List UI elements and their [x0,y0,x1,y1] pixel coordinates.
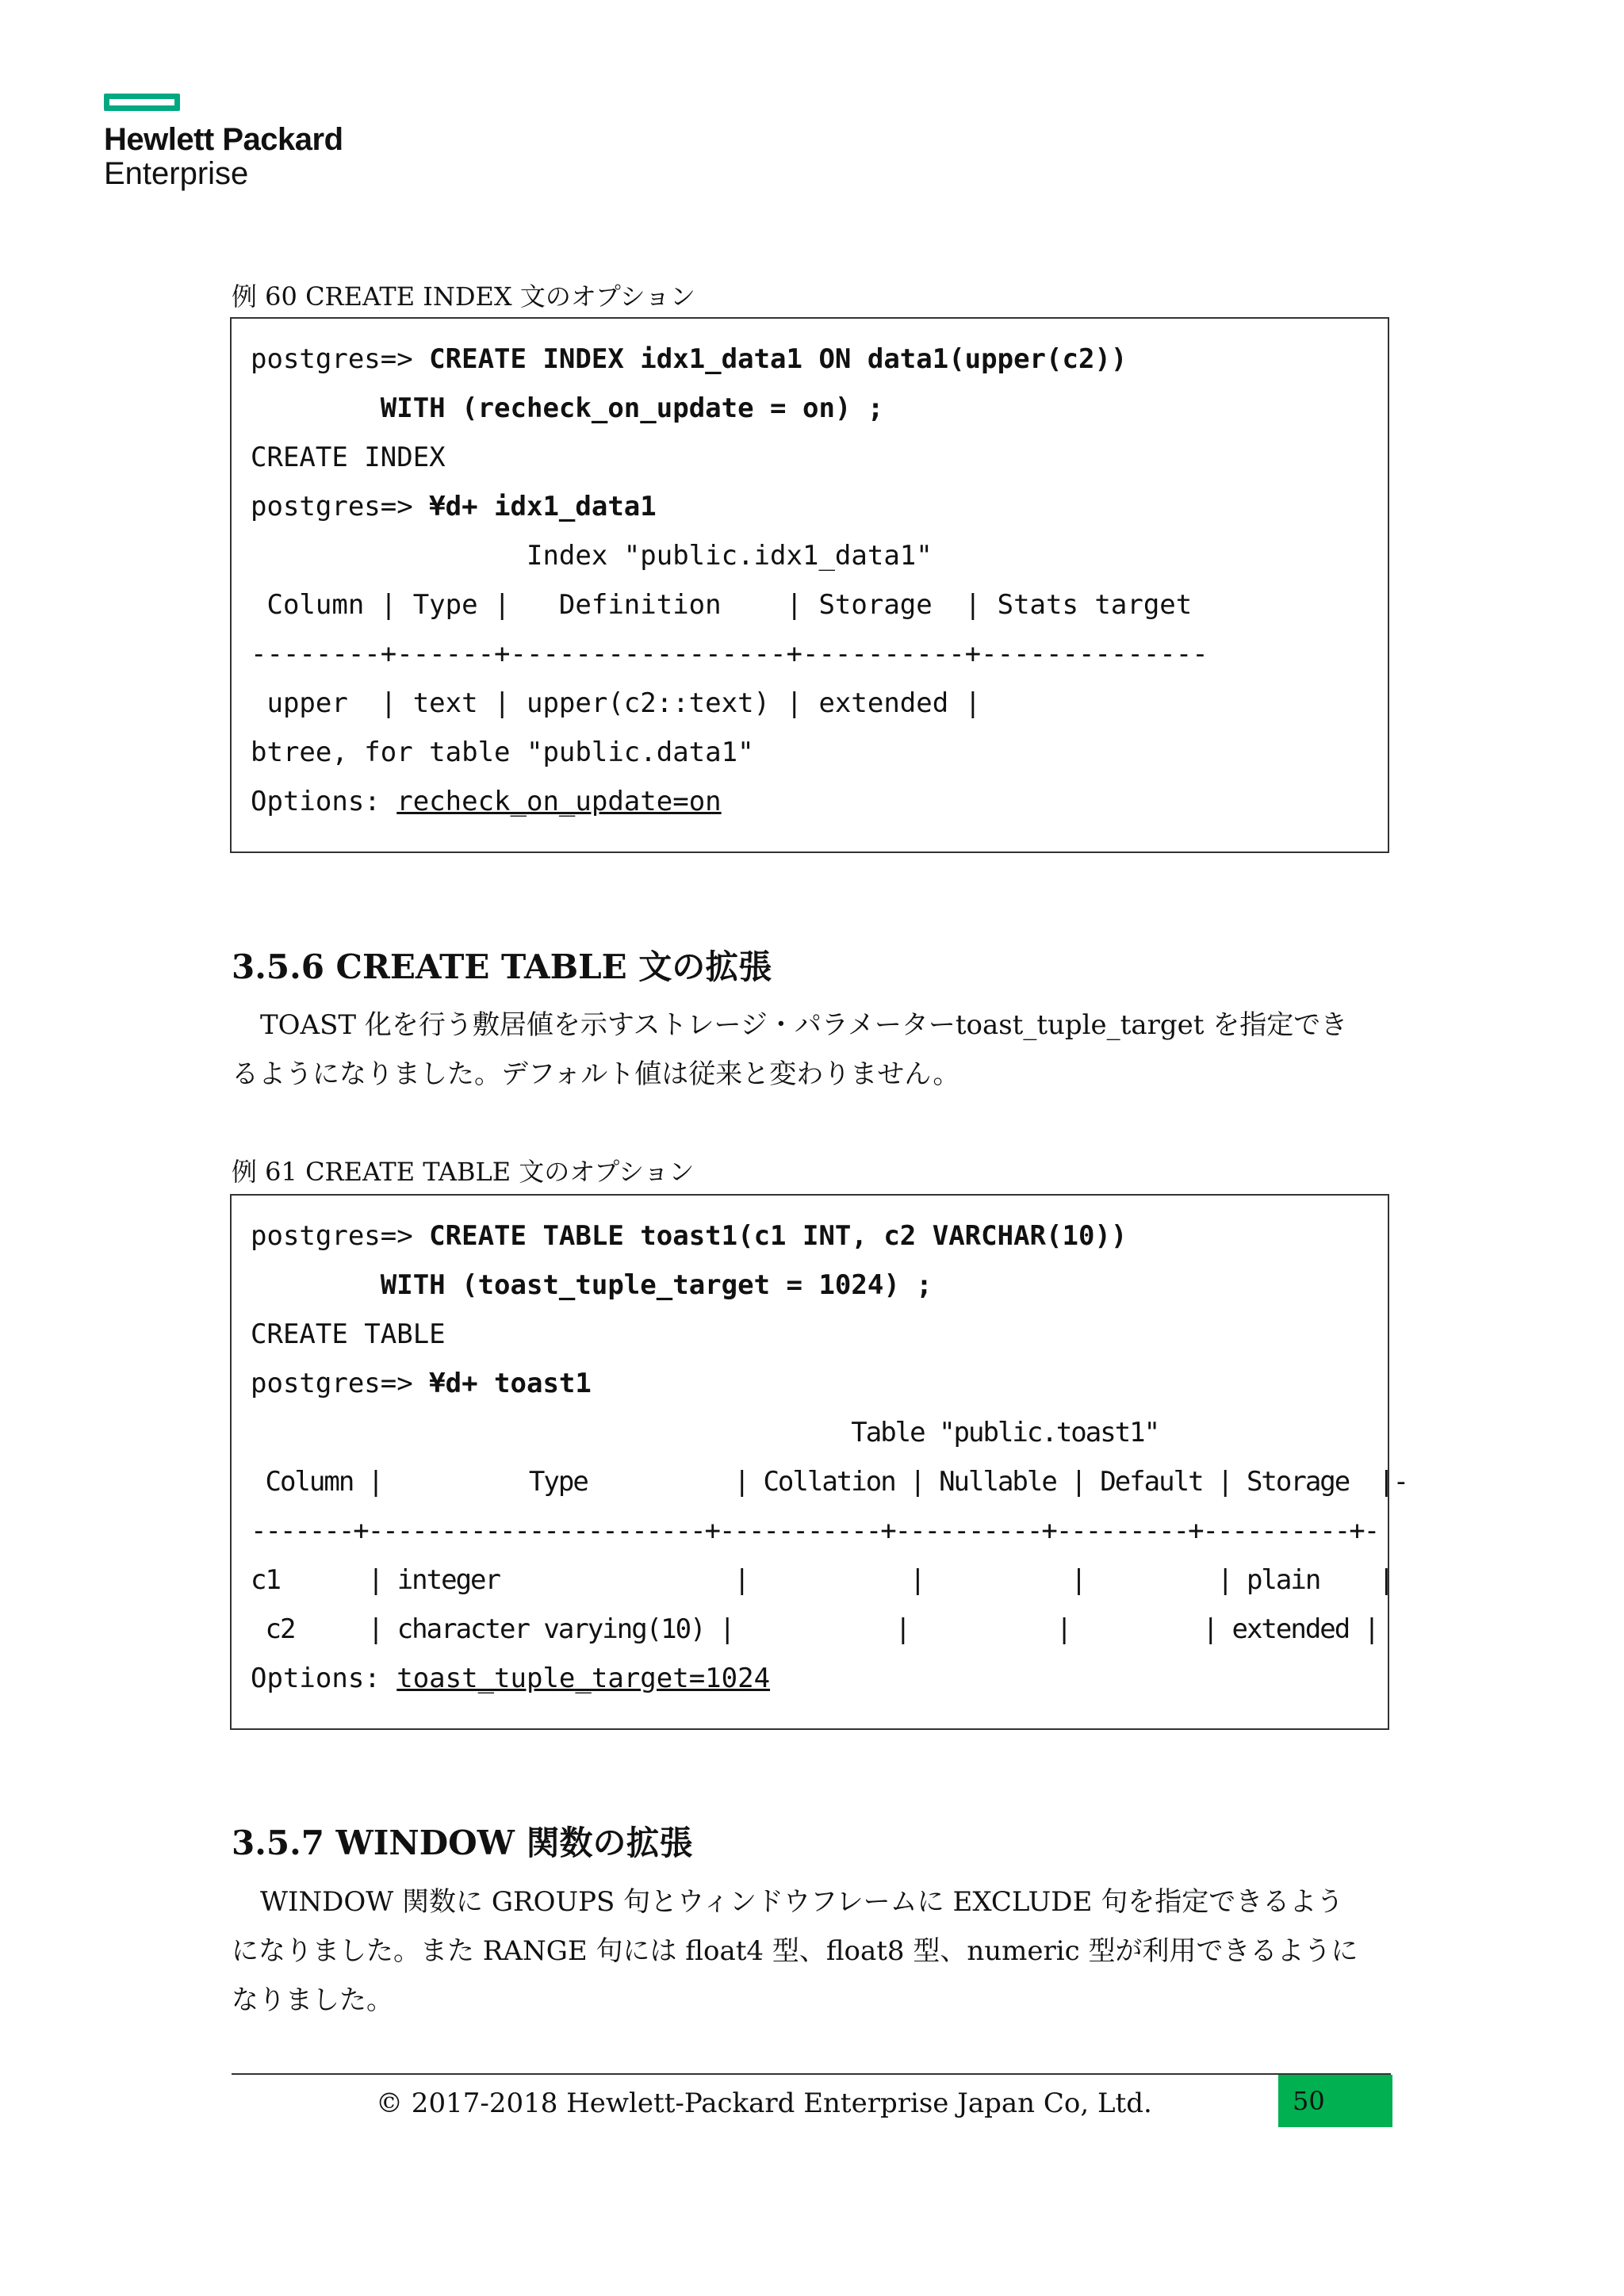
logo-line2: Enterprise [104,156,249,191]
code-line: -------+-----------------------+-----------+----------+---------+----------+- [251,1515,1379,1547]
code-line: --------+------+-----------------+----------+-------------- [251,638,1208,670]
footer-divider [232,2073,1391,2075]
code-line: upper | text | upper(c2::text) | extended | [251,687,982,719]
code-line: Index "public.idx1_data1" [251,540,933,572]
options-value: recheck_on_update=on [396,786,722,817]
code-line: Options: toast_tuple_target=1024 [251,1663,771,1694]
page-number: 50 [1293,2086,1325,2116]
hpe-logo [104,94,358,190]
code-line: CREATE INDEX [251,442,446,473]
code-line: Column | Type | Collation | Nullable | Default | Storage |- [251,1466,1408,1498]
code-line: WITH (recheck_on_update = on) ; [380,392,884,424]
code-line: Table "public.toast1" [251,1417,1159,1448]
code-line: c2 | character varying(10) | | | | extended | [251,1613,1379,1645]
code-line: btree, for table "public.data1" [251,737,754,768]
section-3-5-6-paragraph: TOAST 化を行う敷居値を示すストレージ・パラメーターtoast_tuple_target を指定でき るようになりました。デフォルト値は従来と変わりません。 [232,1009,1348,1090]
logo-line1: Hewlett Packard [104,122,343,157]
code-line: c1 | integer | | | | plain | [251,1564,1393,1596]
page-number-box [1278,2075,1392,2127]
section-3-5-7-heading: 3.5.7 WINDOW 関数の拡張 [232,1823,693,1862]
code-line: Column | Type | Definition | Storage | Stats target [251,589,1193,621]
code-line: CREATE TABLE [251,1318,446,1350]
example-60-code-box [230,317,1389,853]
footer-copyright: © 2017-2018 Hewlett-Packard Enterprise Japan Co, Ltd. [376,2087,1152,2119]
example-61-code-box [230,1194,1408,1730]
section-3-5-6-heading: 3.5.6 CREATE TABLE 文の拡張 [232,947,772,986]
options-value: toast_tuple_target=1024 [396,1663,771,1694]
code-line: postgres=> CREATE INDEX idx1_data1 ON data1(upper(c2)) [251,343,1128,375]
example-60-caption: 例 60 CREATE INDEX 文のオプション [232,281,695,312]
example-61-caption: 例 61 CREATE TABLE 文のオプション [232,1157,695,1187]
code-line: postgres=> ¥d+ toast1 [251,1368,592,1399]
code-line: Options: recheck_on_update=on [251,786,722,817]
section-3-5-7-paragraph: WINDOW 関数に GROUPS 句とウィンドウフレームに EXCLUDE 句を指定できるよう になりました。また RANGE 句には float4 型、float8 型、numeric 型が利用できるように なりました。 [232,1886,1358,2016]
hpe-logo-mark-icon [104,94,180,111]
code-line: WITH (toast_tuple_target = 1024) ; [380,1269,933,1301]
code-line: postgres=> ¥d+ idx1_data1 [251,491,657,522]
code-line: postgres=> CREATE TABLE toast1(c1 INT, c2 VARCHAR(10)) [251,1220,1128,1252]
